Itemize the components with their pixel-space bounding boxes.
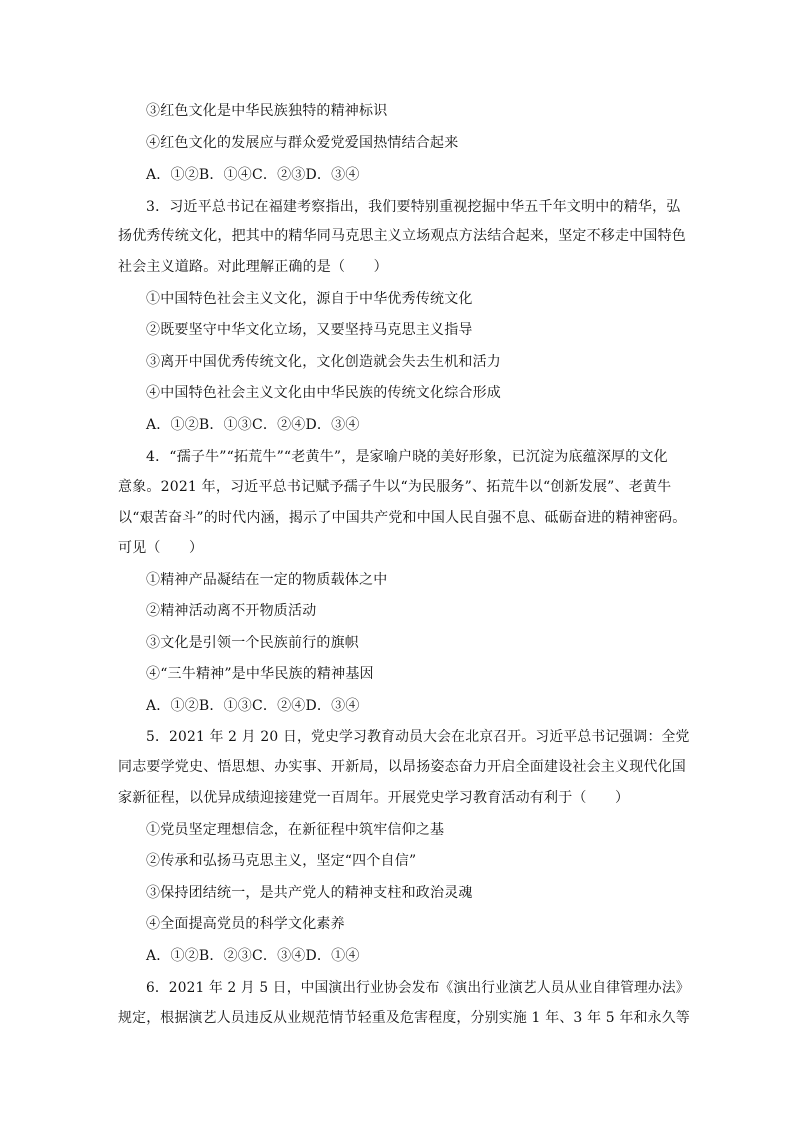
q3-option-1: ①中国特色社会主义文化，源自于中华优秀传统文化 bbox=[146, 291, 473, 307]
q3-option-3: ③离开中国优秀传统文化，文化创造就会失去生机和活力 bbox=[146, 354, 501, 370]
q4-option-3: ③文化是引领一个民族前行的旗帜 bbox=[146, 635, 359, 651]
q2-option-4: ④红色文化的发展应与群众爱党爱国热情结合起来 bbox=[146, 135, 459, 151]
q3-stem-line-2: 扬优秀传统文化，把其中的精华同马克思主义立场观点方法结合起来，坚定不移走中国特色 bbox=[118, 228, 686, 244]
q3-option-4: ④中国特色社会主义文化由中华民族的传统文化综合形成 bbox=[146, 385, 501, 401]
q5-stem-line-3: 家新征程，以优异成绩迎接建党一百周年。开展党史学习教育活动有利于（ ） bbox=[118, 790, 630, 806]
q4-stem-line-1: 4．“孺子牛”“拓荒牛”“老黄牛”，是家喻户晓的美好形象，已沉淀为底蕴深厚的文化 bbox=[146, 449, 668, 465]
q3-stem-line-1: 3．习近平总书记在福建考察指出，我们要特别重视挖掘中华五千年文明中的精华，弘 bbox=[146, 199, 681, 215]
q5-option-1: ①党员坚定理想信念，在新征程中筑牢信仰之基 bbox=[146, 822, 445, 838]
q4-option-4: ④“三牛精神”是中华民族的精神基因 bbox=[146, 666, 374, 682]
q3-option-2: ②既要坚守中华文化立场，又要坚持马克思主义指导 bbox=[146, 322, 473, 338]
q6-stem-line-1: 6．2021 年 2 月 5 日，中国演出行业协会发布《演出行业演艺人员从业自律管理办法》 bbox=[146, 980, 690, 996]
q3-answer-choices: A．①②B．①③C．②④D．③④ bbox=[146, 417, 360, 433]
q4-option-2: ②精神活动离不开物质活动 bbox=[146, 603, 317, 619]
q2-option-3: ③红色文化是中华民族独特的精神标识 bbox=[146, 103, 388, 119]
q4-answer-choices: A．①②B．①③C．②④D．③④ bbox=[146, 698, 360, 714]
q4-stem-line-3: 以“艰苦奋斗”的时代内涵，揭示了中国共产党和中国人民自强不息、砥砺奋进的精神密码。 bbox=[118, 510, 687, 526]
q5-option-3: ③保持团结统一，是共产党人的精神支柱和政治灵魂 bbox=[146, 885, 473, 901]
q3-stem-line-3: 社会主义道路。对此理解正确的是（ ） bbox=[118, 259, 388, 275]
q2-answer-choices: A．①②B．①④C．②③D．③④ bbox=[146, 167, 360, 183]
q5-stem-line-2: 同志要学党史、悟思想、办实事、开新局，以昂扬姿态奋力开启全面建设社会主义现代化国 bbox=[118, 759, 686, 775]
q4-stem-line-4: 可见（ ） bbox=[118, 540, 204, 556]
q5-answer-choices: A．①②B．②③C．③④D．①④ bbox=[146, 948, 360, 964]
q5-option-2: ②传承和弘扬马克思主义，坚定“四个自信” bbox=[146, 853, 417, 869]
q6-stem-line-2: 规定，根据演艺人员违反从业规范情节轻重及危害程度，分别实施 1 年、3 年 5 年和永久等 bbox=[118, 1010, 690, 1026]
q5-option-4: ④全面提高党员的科学文化素养 bbox=[146, 916, 345, 932]
q4-option-1: ①精神产品凝结在一定的物质载体之中 bbox=[146, 572, 388, 588]
q4-stem-line-2: 意象。2021 年，习近平总书记赋予孺子牛以“为民服务”、拓荒牛以“创新发展”、老黄牛 bbox=[118, 479, 672, 495]
q5-stem-line-1: 5．2021 年 2 月 20 日，党史学习教育动员大会在北京召开。习近平总书记强调：全党 bbox=[146, 729, 690, 745]
